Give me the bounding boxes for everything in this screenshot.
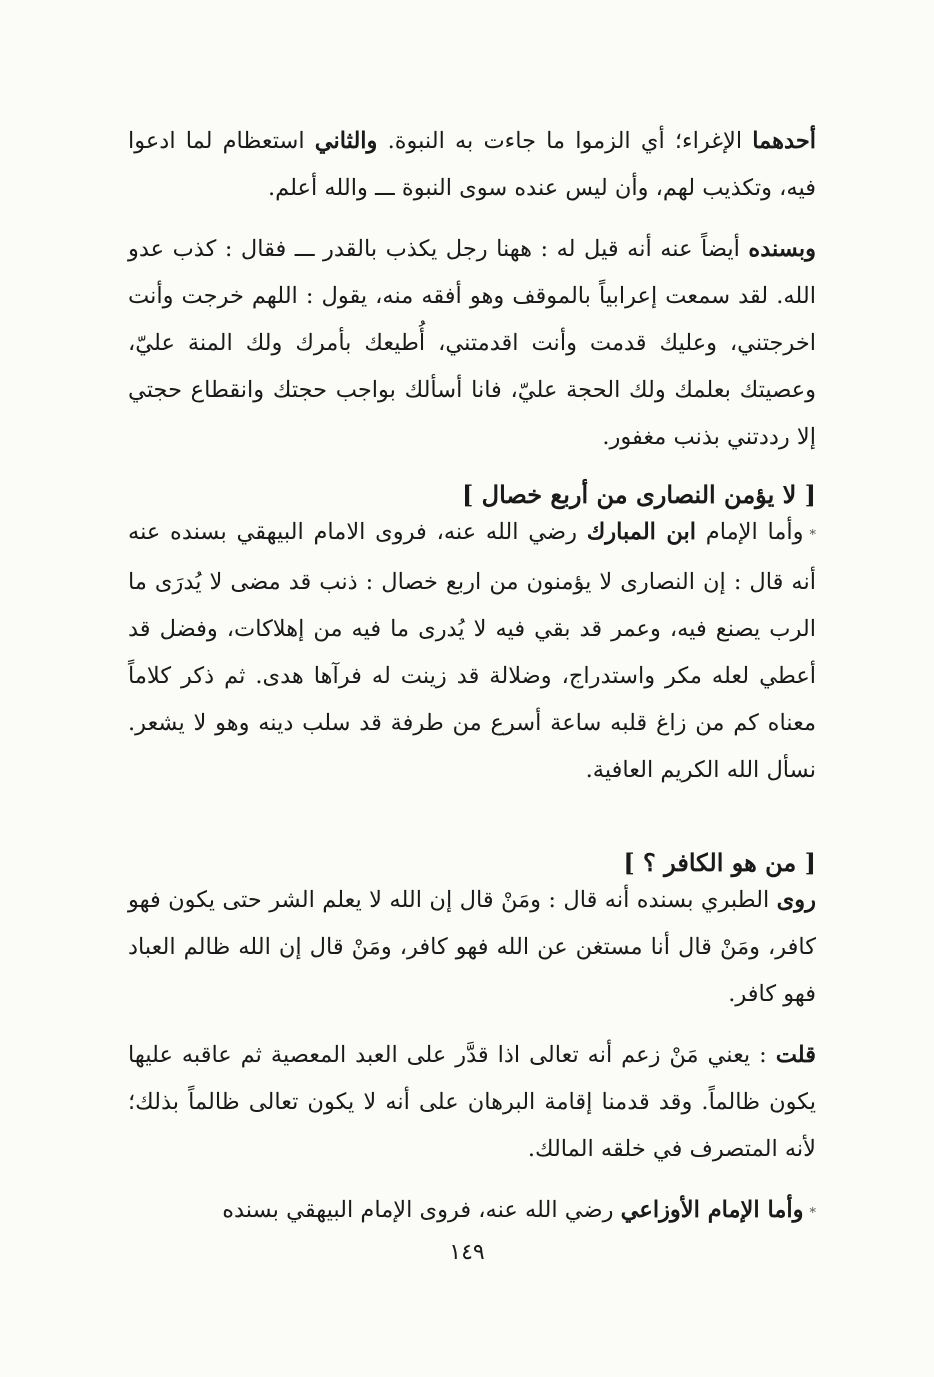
paragraph-text: استعظام لما ادعوا فيه، وتكذيب لهم، وأن ليس عنده سوى النبوة ـــ والله أعلم. (128, 128, 816, 201)
bold-term: والثاني (314, 128, 378, 154)
paragraph-text: رضي الله عنه، فروى الإمام البيهقي بسنده (222, 1197, 621, 1223)
bold-name: ابن المبارك (586, 519, 697, 545)
paragraph-qultu (128, 1032, 816, 1173)
section-disbeliever (128, 848, 816, 1251)
section-heading: [ لا يؤمن النصارى من أربع خصال ] (461, 480, 816, 509)
paragraph-ahaduhuma (128, 118, 816, 212)
asterisk-marker: * (809, 1206, 816, 1221)
bold-lead: أحدهما (752, 128, 816, 154)
paragraph-text: وأما الإمام (696, 519, 804, 545)
section-christians (128, 480, 816, 808)
bold-name: وأما الإمام الأوزاعي (620, 1197, 804, 1223)
paragraph-text: رضي الله عنه، فروى الامام البيهقي بسنده عنه أنه قال : إن النصارى لا يؤمنون من اربع خصال : ذنب قد مضى لا يُدرَى ما الرب يصنع فيه، وعمر قد بقي فيه لا يُدرى ما فيه من إهلاكات، وفضل قد أعطي لعله مكر واستدراج، وضلالة قد زينت له فرآها هدى. ثم ذكر كلاماً معناه كم من زاغ قلبه ساعة أسرع من طرفة قد سلب دينه وهو لا يشعر. نسأل الله الكريم العافية. (128, 519, 816, 783)
section-heading: [ من هو الكافر ؟ ] (623, 848, 816, 877)
paragraph-text: الطبري بسنده أنه قال : ومَنْ قال إن الله لا يعلم الشر حتى يكون فهو كافر، ومَنْ قال أنا مستغن عن الله فهو كافر، ومَنْ قال إن الله ظالم العباد فهو كافر. (128, 887, 816, 1007)
asterisk-marker: * (809, 528, 816, 543)
paragraph-bisanadihi (128, 226, 816, 461)
paragraph-ibn-al-mubarak (128, 509, 816, 794)
paragraph-awzai (128, 1187, 816, 1237)
bold-lead: قلت (775, 1042, 816, 1068)
paragraph-text: أيضاً عنه أنه قيل له : ههنا رجل يكذب بالقدر ـــ فقال : كذب عدو الله. لقد سمعت إعرابياً بالموقف وهو أفقه منه، يقول : اللهم خرجت وأنت اخرجتني، وعليك قدمت وأنت اقدمتني، أُطيعك بأمرك ولك المنة عليّ، وعصيتك بعلمك ولك الحجة عليّ، فانا أسألك بواجب حجتك وانقطاع حجتي إلا رددتني بذنب مغفور. (128, 236, 816, 450)
page-number: ١٤٩ (449, 1240, 485, 1265)
bold-lead: وبسنده (748, 236, 816, 262)
paragraph-tabari (128, 877, 816, 1018)
paragraph-text: الإغراء؛ أي الزموا ما جاءت به النبوة. (377, 128, 753, 154)
paragraph-text: : يعني مَنْ زعم أنه تعالى اذا قدَّر على العبد المعصية ثم عاقبه عليها يكون ظالماً. وقد قدمنا إقامة البرهان على أنه لا يكون تعالى ظالماً بذلك؛ لأنه المتصرف في خلقه المالك. (128, 1042, 816, 1162)
section-predestination (128, 118, 816, 475)
bold-lead: روى (776, 887, 816, 913)
